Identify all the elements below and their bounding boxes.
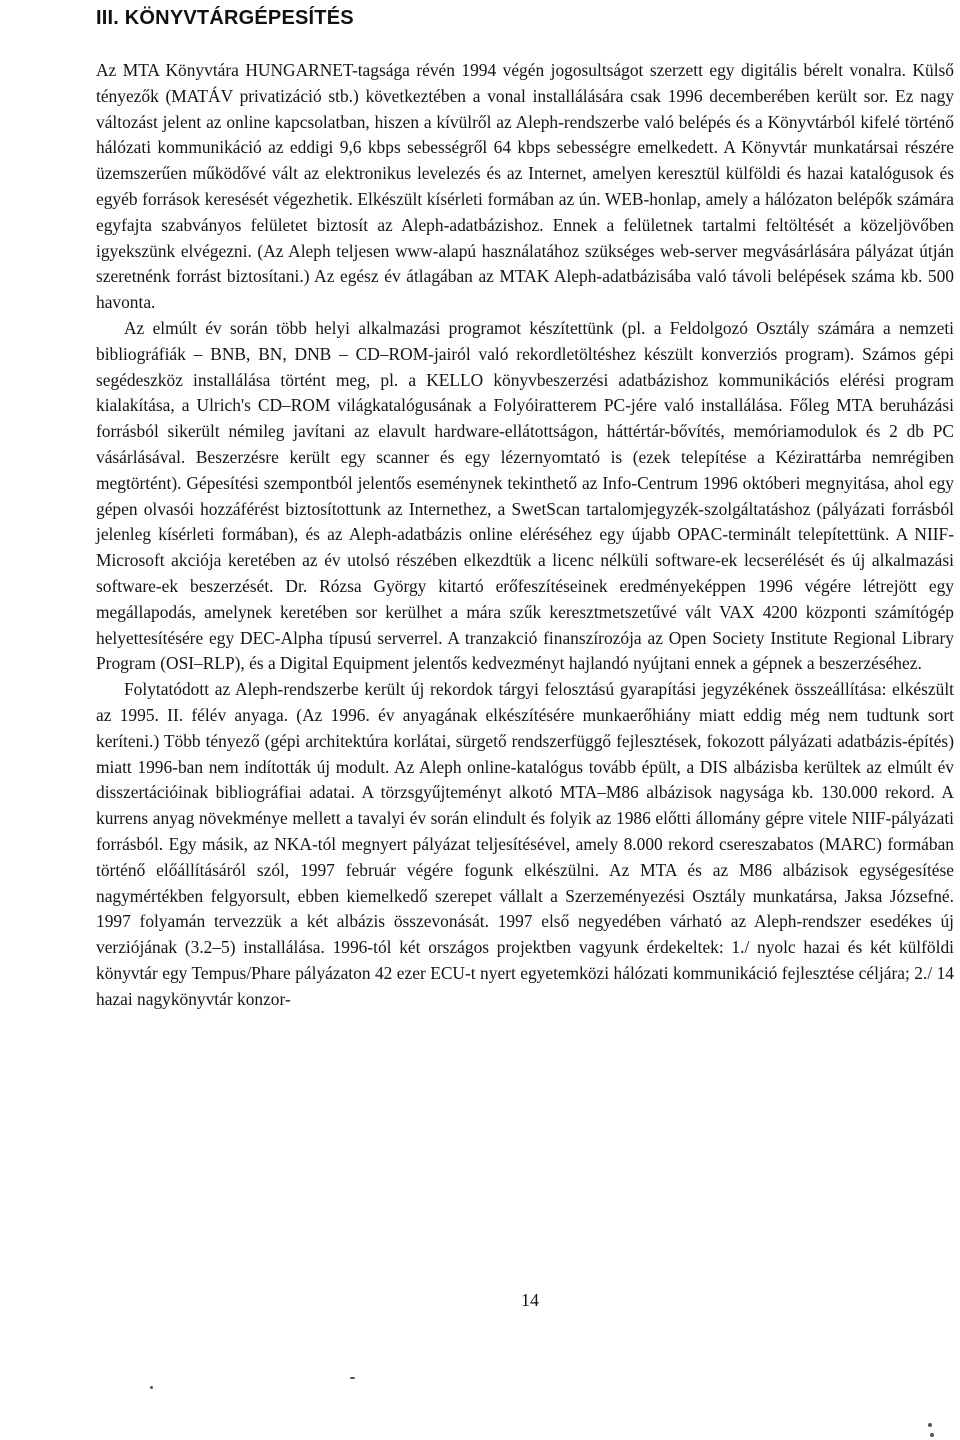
paragraph-3: Folytatódott az Aleph-rendszerbe került új rekordok tárgyi felosztású gyarapítási jegyzékének összeállítása: elkészült az 1995. II. félév anyaga. (Az 1996. év anyagának elkészítésére munkaerőhiány miatt eddig még nem tudtunk sort keríteni.) Több tényező (gépi architektúra korlátai, sürgető rendszerfüggő fejlesztések, fokozott pályázati adatbázis-építés) miatt 1996-ban nem indították új modult. Az Aleph online-katalógus tovább épült, a DIS albázisba kerültek az elmúlt év disszertációinak bibliográfiai adatai. A törzsgyűjteményt alkotó MTA–M86 albázisok nagysága kb. 130.000 rekord. A kurrens anyag növekménye mellett a tavalyi év során elindult és folyik az 1986 előtti állomány gépre vitele NIIF-pályázati forrásból. Egy másik, az NKA-tól megnyert pályázat teljesítésével, amely 8.000 rekord csereszabatos (MARC) formában történő előállításáról szól, 1997 február végére fogunk elkészülni. Az MTA és az M86 albázisok egységesítése nagymértékben felgyorsult, ebben kiemelkedő szerepet vállalt a Szerzeményezési Osztály munkatársa, Jaksa Józsefné. 1997 folyamán tervezzük a két albázis összevonását. 1997 első negyedében várható az Aleph-rendszer esedékes új verziójának (3.2–5) installálása. 1996-tól két országos projektben vagyunk érdekeltek: 1./ nyolc hazai és két külföldi könyvtár egy Tempus/Phare pályázaton 42 ezer ECU-t nyert egyetemközi hálózati kommunikáció fejlesztése céljára; 2./ 14 hazai nagykönyvtár konzor-: [96, 679, 954, 1009]
scan-speck: [150, 1386, 153, 1389]
page-number: 14: [521, 1290, 539, 1310]
body-text: [96, 58, 954, 1012]
paragraph-2: Az elmúlt év során több helyi alkalmazási programot készítettünk (pl. a Feldolgozó Osztály számára a nemzeti bibliográfiák – BNB, BN, DNB – CD–ROM-jairól való rekordletöltéshez készült konverziós program). Számos gépi segédeszköz installálása történt meg, pl. a KELLO könyvbeszerzési adatbázishoz kommunikációs elérési program kialakítása, a Ulrich's CD–ROM világkatalógusának a Folyóiratterem PC-jére való installálása. Főleg MTA beruházási forrásból sikerült némileg javítani az elavult hardware-ellátottságon, háttértár-bővítés, memóriamodulok és 2 db PC vásárlásával. Beszerzésre került egy scanner és egy lézernyomtató is (ezek telepítése a Kézirattárba nemrégiben megtörtént). Gépesítési szempontból jelentős eseménynek tekinthető az Info-Centrum 1996 októberi megnyitása, ahol egy gépen olvasói hozzáférést biztosítottunk az Internethez, a SwetScan tartalomjegyzék-szolgáltatáshoz (pályázati forrásból jelenleg kísérleti formában), és az Aleph-adatbázis online eléréséhez egy újabb OPAC-terminált telepítettünk. A NIIF-Microsoft akciója keretében az év utolsó részében elkezdtük a licenc nélküli software-ek lecserélését és új alkalmazási software-ek beszerzését. Dr. Rózsa György kitartó erőfeszítéseinek eredményeképpen 1996 végére létrejött egy megállapodás, amelynek keretében sor kerülhet a mára szűk keresztmetszetűvé vált VAX 4200 központi számítógép helyettesítésére egy DEC-Alpha típusú serverrel. A tranzakció finanszírozója az Open Society Institute Regional Library Program (OSI–RLP), és a Digital Equipment jelentős kedvezményt hajlandó nyújtani ennek a gépnek a beszerzéséhez.: [96, 317, 954, 674]
paragraph-1: Az MTA Könyvtára HUNGARNET-tagsága révén 1994 végén jogosultságot szerzett egy digitális bérelt vonalra. Külső tényezők (MATÁV privatizáció stb.) következtében a vonal installálására csak 1996 decemberében került sor. Ez nagy változást jelent az online kapcsolatban, hiszen a kívülről az Aleph-rendszerbe való belépés és a Könyvtárból kifelé történő hálózati kommunikáció az eddigi 9,6 kbps sebességről 64 kbps sebességre emelkedett. A Könyvtár munkatársai részére üzemszerűen működővé vált az elektronikus levelezés és az Internet, amelyen keresztül külföldi és hazai katalógusok és egyéb források keresését végezhetik. Elkészült kísérleti formában az ún. WEB-honlap, amely a hálózaton belépők számára egyfajta szabványos felületet biztosít az Aleph-adatbázishoz. Ennek a felületnek tartalmi feltöltését a közeljövőben igyekszünk elvégezni. (Az Aleph teljesen www-alapú használatához szükséges web-server megvásárlására pályázat útján szeretnénk forrást biztosítani.) Az egész év átlagában az MTAK Aleph-adatbázisába való távoli belépések száma kb. 500 havonta.: [96, 60, 954, 313]
scan-speck: [350, 1377, 355, 1379]
scan-speck: [928, 1423, 932, 1427]
section-heading: III. KÖNYVTÁRGÉPESÍTÉS: [96, 7, 354, 29]
scan-speck: [930, 1433, 934, 1437]
